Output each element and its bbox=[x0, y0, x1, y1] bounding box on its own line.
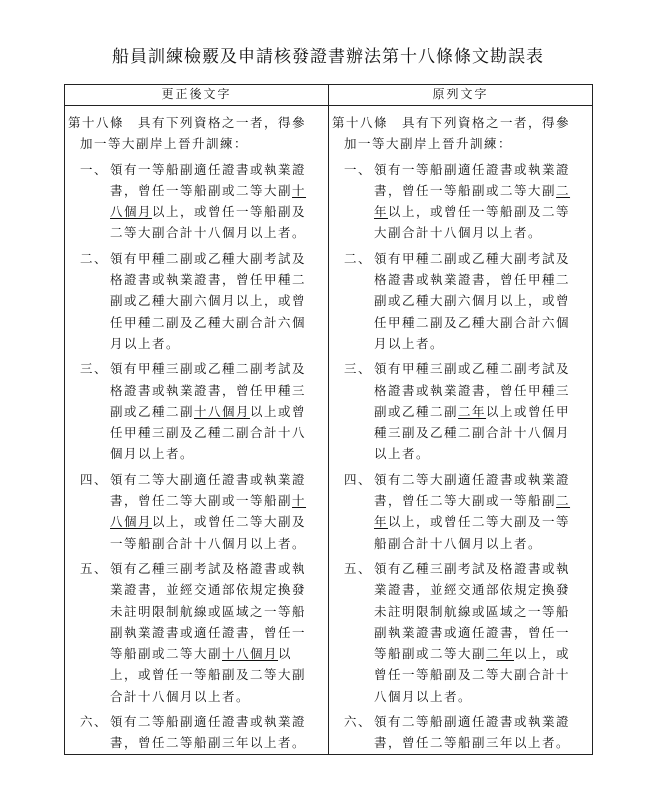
text-segment: 業證書，並經交通部依規定換發 bbox=[110, 582, 307, 598]
amended-text: 年 bbox=[374, 514, 389, 530]
amended-text: 八個月 bbox=[110, 204, 153, 220]
clause-line bbox=[374, 469, 590, 490]
text-segment: 副或乙種大副六個月以上，或曾 bbox=[110, 293, 307, 309]
clause-line bbox=[374, 248, 590, 269]
clause-line bbox=[374, 558, 590, 579]
text-segment: 書，曾任二等大副或一等船副 bbox=[110, 493, 293, 509]
text-segment: 副執業證書或適任證書，曾任一 bbox=[374, 624, 571, 640]
clause-line bbox=[374, 664, 590, 685]
clause-line bbox=[374, 490, 590, 511]
clause-line bbox=[110, 401, 326, 422]
original-text bbox=[329, 106, 592, 754]
clause-line bbox=[110, 180, 326, 201]
text-segment: 領有乙種三副考試及格證書或執 bbox=[110, 560, 307, 576]
clause-number: 六、 bbox=[80, 714, 109, 730]
text-segment: 格證書或執業證書，曾任甲種二 bbox=[374, 272, 571, 288]
text-segment: 以 bbox=[278, 646, 293, 662]
amended-text: 十 bbox=[292, 182, 307, 198]
clause-line bbox=[110, 269, 326, 290]
clause-item bbox=[332, 711, 590, 754]
corrected-text bbox=[65, 106, 328, 754]
original-text-cell bbox=[329, 106, 593, 755]
clause-line bbox=[110, 443, 326, 464]
clause-number: 六、 bbox=[344, 714, 373, 730]
article-intro-line: 加一等大副岸上晉升訓練： bbox=[80, 136, 249, 152]
clause-line bbox=[374, 222, 590, 243]
clause-number: 一、 bbox=[344, 161, 373, 177]
text-segment: 領有甲種三副或乙種二副考試及 bbox=[110, 361, 307, 377]
amended-text: 二年 bbox=[458, 403, 487, 419]
clause-line bbox=[110, 601, 326, 622]
text-segment: 以上，或 bbox=[514, 646, 571, 662]
clause-list bbox=[68, 159, 326, 754]
clause-line bbox=[110, 333, 326, 354]
text-segment: 領有甲種二副或乙種大副考試及 bbox=[374, 250, 571, 266]
corrected-text-cell bbox=[65, 106, 329, 755]
amended-text: 二 bbox=[556, 182, 571, 198]
text-segment: 領有二等大副適任證書或執業證 bbox=[110, 471, 307, 487]
amended-text: 十八個月 bbox=[194, 403, 251, 419]
text-segment: 領有一等船副適任證書或執業證 bbox=[374, 161, 571, 177]
text-segment: 上，或曾任一等船副及二等大副 bbox=[110, 667, 307, 683]
clause-line bbox=[110, 201, 326, 222]
text-segment: 副或乙種二副 bbox=[110, 403, 195, 419]
clause-line bbox=[374, 290, 590, 311]
column-header-original: 原列文字 bbox=[329, 85, 593, 106]
clause-line bbox=[110, 579, 326, 600]
text-segment: 未註明限制航線或區域之一等船 bbox=[374, 603, 571, 619]
clause-item bbox=[332, 248, 590, 354]
text-segment: 以上者。 bbox=[374, 446, 431, 462]
amended-text: 二年 bbox=[486, 646, 515, 662]
clause-item bbox=[332, 558, 590, 707]
clause-line bbox=[374, 711, 590, 732]
clause-line bbox=[374, 622, 590, 643]
clause-line bbox=[110, 358, 326, 379]
clause-item bbox=[332, 159, 590, 244]
clause-line bbox=[374, 312, 590, 333]
amended-text: 年 bbox=[374, 204, 389, 220]
article-intro-line: 加一等大副岸上晉升訓練： bbox=[344, 136, 513, 152]
clause-number: 四、 bbox=[80, 471, 109, 487]
clause-line bbox=[110, 664, 326, 685]
text-segment: 領有甲種三副或乙種二副考試及 bbox=[374, 361, 571, 377]
column-header-corrected: 更正後文字 bbox=[65, 85, 329, 106]
clause-line bbox=[110, 248, 326, 269]
clause-number: 五、 bbox=[344, 560, 373, 576]
text-segment: 一等船副合計十八個月以上者。 bbox=[110, 535, 307, 551]
text-segment: 大副合計十八個月以上者。 bbox=[374, 225, 543, 241]
article-intro-line: 第十八條 具有下列資格之一者，得參 bbox=[68, 115, 307, 130]
text-segment: 書，曾任二等大副或一等船副 bbox=[374, 493, 557, 509]
text-segment: 格證書或執業證書，曾任甲種二 bbox=[110, 272, 307, 288]
article-intro-line: 第十八條 具有下列資格之一者，得參 bbox=[332, 115, 571, 130]
clause-line bbox=[110, 290, 326, 311]
text-segment: 以上，或曾任一等船副及二等 bbox=[388, 204, 571, 220]
text-segment: 船副合計十八個月以上者。 bbox=[374, 535, 543, 551]
text-segment: 二等大副合計十八個月以上者。 bbox=[110, 225, 307, 241]
clause-line bbox=[110, 558, 326, 579]
clause-item bbox=[68, 159, 326, 244]
clause-line bbox=[374, 443, 590, 464]
clause-item bbox=[68, 469, 326, 554]
text-segment: 種三副及乙種二副合計十八個月 bbox=[374, 425, 571, 441]
clause-line bbox=[110, 643, 326, 664]
clause-line bbox=[374, 533, 590, 554]
text-segment: 月以上者。 bbox=[110, 335, 181, 351]
text-segment: 領有一等船副適任證書或執業證 bbox=[110, 161, 307, 177]
text-segment: 八個月以上者。 bbox=[374, 688, 473, 704]
text-segment: 以上，或曾任二等大副及一等 bbox=[388, 514, 571, 530]
clause-line bbox=[374, 601, 590, 622]
text-segment: 領有甲種二副或乙種大副考試及 bbox=[110, 250, 307, 266]
clause-line bbox=[110, 490, 326, 511]
clause-line bbox=[374, 401, 590, 422]
clause-list bbox=[332, 159, 590, 754]
clause-line bbox=[374, 579, 590, 600]
clause-line bbox=[374, 333, 590, 354]
clause-line bbox=[374, 269, 590, 290]
document-title: 船員訓練檢覈及申請核發證書辦法第十八條條文勘誤表 bbox=[112, 47, 544, 67]
text-segment: 未註明限制航線或區域之一等船 bbox=[110, 603, 307, 619]
clause-line bbox=[374, 358, 590, 379]
text-segment: 以上或曾任甲 bbox=[486, 403, 571, 419]
clause-line bbox=[374, 380, 590, 401]
text-segment: 合計十八個月以上者。 bbox=[110, 688, 251, 704]
text-segment: 副執業證書或適任證書，曾任一 bbox=[110, 624, 307, 640]
text-segment: 以上，或曾任二等大副及 bbox=[152, 514, 307, 530]
clause-line bbox=[110, 422, 326, 443]
clause-line bbox=[110, 469, 326, 490]
clause-item bbox=[68, 558, 326, 707]
text-segment: 格證書或執業證書，曾任甲種三 bbox=[374, 382, 571, 398]
clause-line bbox=[110, 686, 326, 707]
clause-line bbox=[110, 732, 326, 753]
text-segment: 以上或曾 bbox=[250, 403, 307, 419]
text-segment: 領有二等船副適任證書或執業證 bbox=[110, 714, 307, 730]
amended-text: 十 bbox=[292, 493, 307, 509]
clause-line bbox=[110, 380, 326, 401]
text-segment: 任甲種二副及乙種大副合計六個 bbox=[110, 314, 307, 330]
clause-number: 二、 bbox=[344, 250, 373, 266]
amended-text: 十八個月 bbox=[222, 646, 279, 662]
clause-line bbox=[374, 686, 590, 707]
clause-line bbox=[110, 533, 326, 554]
clause-line bbox=[374, 201, 590, 222]
clause-line bbox=[110, 312, 326, 333]
text-segment: 個月以上者。 bbox=[110, 446, 195, 462]
clause-line bbox=[110, 222, 326, 243]
clause-number: 二、 bbox=[80, 250, 109, 266]
clause-line bbox=[374, 159, 590, 180]
text-segment: 書，曾任二等船副三年以上者。 bbox=[374, 735, 571, 751]
clause-line bbox=[374, 511, 590, 532]
text-segment: 任甲種二副及乙種大副合計六個 bbox=[374, 314, 571, 330]
text-segment: 曾任一等船副及二等大副合計十 bbox=[374, 667, 571, 683]
clause-number: 一、 bbox=[80, 161, 109, 177]
text-segment: 格證書或執業證書，曾任甲種三 bbox=[110, 382, 307, 398]
clause-number: 三、 bbox=[80, 361, 109, 377]
clause-number: 四、 bbox=[344, 471, 373, 487]
text-segment: 領有乙種三副考試及格證書或執 bbox=[374, 560, 571, 576]
clause-line bbox=[374, 732, 590, 753]
amended-text: 八個月 bbox=[110, 514, 153, 530]
text-segment: 副或乙種大副六個月以上，或曾 bbox=[374, 293, 571, 309]
text-segment: 等船副或二等大副 bbox=[374, 646, 487, 662]
clause-number: 三、 bbox=[344, 361, 373, 377]
text-segment: 領有二等船副適任證書或執業證 bbox=[374, 714, 571, 730]
text-segment: 副或乙種二副 bbox=[374, 403, 459, 419]
clause-item bbox=[332, 469, 590, 554]
amended-text: 二 bbox=[556, 493, 571, 509]
clause-line bbox=[110, 511, 326, 532]
clause-number: 五、 bbox=[80, 560, 109, 576]
clause-line bbox=[374, 422, 590, 443]
clause-line bbox=[110, 622, 326, 643]
text-segment: 等船副或二等大副 bbox=[110, 646, 223, 662]
text-segment: 書，曾任二等船副三年以上者。 bbox=[110, 735, 307, 751]
text-segment: 月以上者。 bbox=[374, 335, 445, 351]
clause-line bbox=[110, 159, 326, 180]
clause-line bbox=[110, 711, 326, 732]
text-segment: 書，曾任一等船副或二等大副 bbox=[374, 182, 557, 198]
clause-item bbox=[68, 248, 326, 354]
clause-line bbox=[374, 643, 590, 664]
clause-line bbox=[374, 180, 590, 201]
text-segment: 領有二等大副適任證書或執業證 bbox=[374, 471, 571, 487]
text-segment: 以上，或曾任一等船副及 bbox=[152, 204, 307, 220]
text-segment: 業證書，並經交通部依規定換發 bbox=[374, 582, 571, 598]
text-segment: 任甲種三副及乙種二副合計十八 bbox=[110, 425, 307, 441]
text-segment: 書，曾任一等船副或二等大副 bbox=[110, 182, 293, 198]
errata-table bbox=[64, 84, 593, 755]
clause-item bbox=[68, 358, 326, 464]
clause-item bbox=[68, 711, 326, 754]
clause-item bbox=[332, 358, 590, 464]
